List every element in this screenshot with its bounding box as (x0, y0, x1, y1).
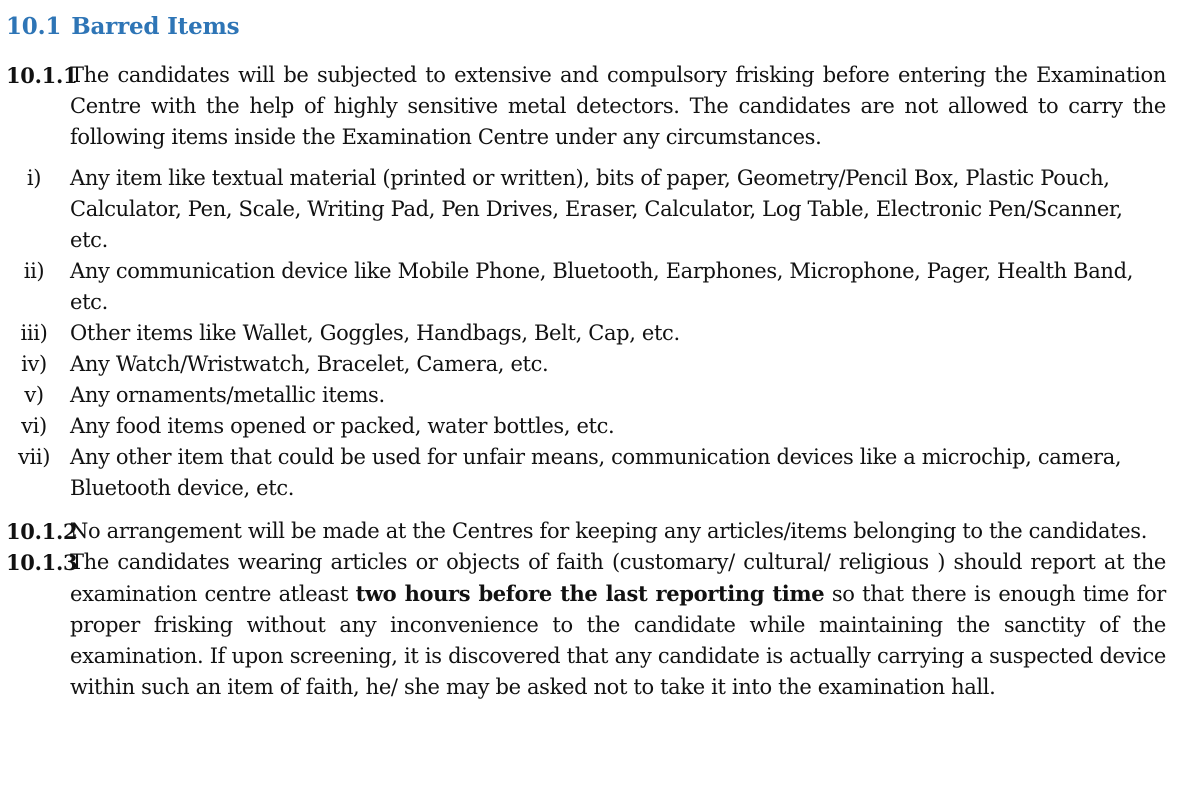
list-item (6, 163, 1166, 256)
emphasis-reporting-time: two hours before the last reporting time (355, 581, 825, 606)
paragraph-text: No arrangement will be made at the Centres for keeping any articles/items belonging to the candidates. (70, 519, 1148, 543)
list-item (6, 318, 1166, 349)
barred-items-list (6, 163, 1166, 504)
paragraph-text-start: The candidates wearing articles or objects of faith (customary/ cultural/ religious ) should report at the examination centre atleast (70, 550, 1166, 606)
paragraph-text: The candidates will be subjected to extensive and compulsory frisking before entering the Examination Centre with the help of highly sensitive metal detectors. The candidates are not allowed to carry the following items inside the Examination Centre under any circumstances. (70, 63, 1166, 149)
paragraph-10-1-1 (6, 60, 1166, 153)
list-item (6, 380, 1166, 411)
section-number: 10.1 (6, 13, 62, 40)
list-item (6, 411, 1166, 442)
paragraph-number: 10.1.3 (6, 550, 78, 575)
list-item (6, 442, 1166, 504)
list-item-text: Any item like textual material (printed or written), bits of paper, Geometry/Pencil Box, Plastic Pouch, Calculator, Pen, Scale, Writing Pad, Pen Drives, Eraser, Calculator, Log Table, Electronic Pen/Scanner, etc. (70, 166, 1123, 252)
list-item-number: i) (26, 166, 42, 190)
section-heading (6, 10, 1166, 44)
list-item (6, 349, 1166, 380)
list-item (6, 256, 1166, 318)
section-title: Barred Items (71, 13, 240, 40)
list-item-number: v) (24, 383, 44, 407)
paragraph-text-end: so that there is enough time for proper frisking without any inconvenience to the candidate while maintaining the sanctity of the examination. If upon screening, it is discovered that any candidate is actually carrying a suspected device within such an item of faith, he/ she may be asked not to take it into the examination hall. (70, 582, 1166, 699)
list-item-number: vii) (17, 445, 51, 469)
list-item-number: iv) (21, 352, 47, 376)
list-item-text: Any ornaments/metallic items. (70, 383, 385, 407)
list-item-text: Any Watch/Wristwatch, Bracelet, Camera, etc. (70, 352, 549, 376)
list-item-number: ii) (23, 259, 45, 283)
document-page (6, 10, 1166, 703)
paragraph-number: 10.1.2 (6, 519, 78, 544)
list-item-number: iii) (20, 321, 48, 345)
list-item-text: Any food items opened or packed, water bottles, etc. (70, 414, 615, 438)
list-item-text: Any communication device like Mobile Phone, Bluetooth, Earphones, Microphone, Pager, Health Band, etc. (70, 259, 1134, 314)
list-item-text: Other items like Wallet, Goggles, Handbags, Belt, Cap, etc. (70, 321, 680, 345)
paragraph-10-1-3 (6, 547, 1166, 703)
list-item-text: Any other item that could be used for unfair means, communication devices like a microchip, camera, Bluetooth device, etc. (70, 445, 1122, 500)
paragraph-number: 10.1.1 (6, 63, 78, 88)
list-item-number: vi) (21, 414, 47, 438)
paragraph-10-1-2 (6, 516, 1166, 547)
